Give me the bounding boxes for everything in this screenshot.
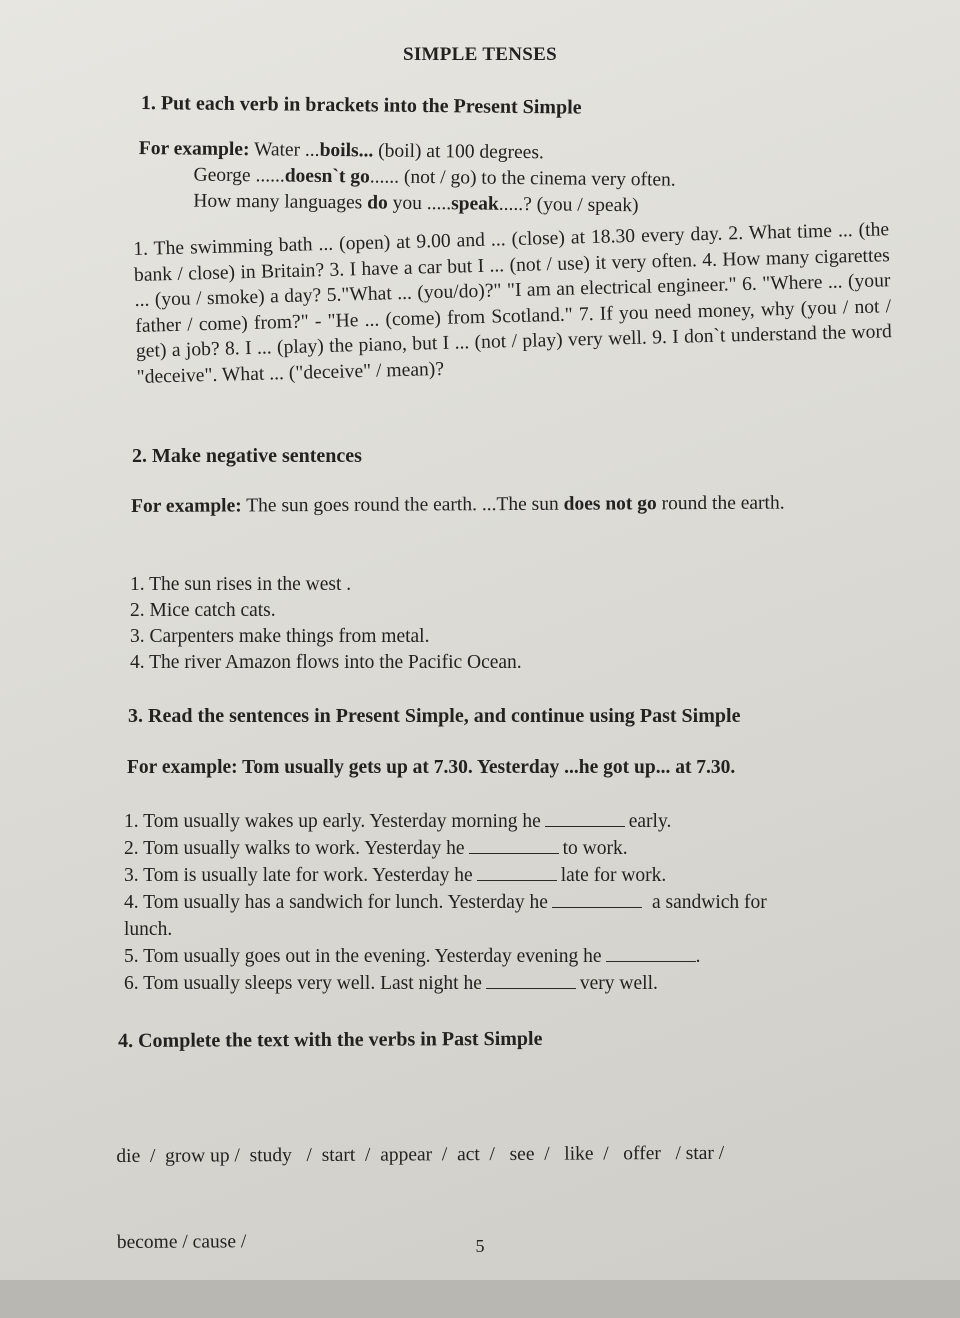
item3-tail: late for work. [560,865,667,886]
list-item: 1. The sun rises in the west . [130,574,352,595]
page-number: 5 [475,1236,485,1256]
example3-text-c: you ..... [387,192,452,215]
section4-word-bank [116,1078,917,1318]
section2-example-text-a: The sun goes round the earth. ...The sun [241,493,564,517]
item4-tail: a sandwich for [651,892,767,913]
list-item: 2. Mice catch cats. [130,600,276,621]
section3-item-4 [124,889,904,916]
page-title: SIMPLE TENSES [402,44,558,65]
example2-text-c: ...... (not / go) to the cinema very often. [369,166,676,191]
answer-blank[interactable] [477,862,557,881]
section3-heading: 3. Read the sentences in Present Simple, and continue using Past Simple [128,705,741,727]
section2-example-label: For example: [131,495,242,517]
example2-answer: doesn`t go [284,165,370,188]
section1-heading: 1. Put each verb in brackets into the Present Simple [140,92,582,119]
example1-text-a: Water ... [253,139,320,161]
section3-item-2 [124,835,904,862]
section3-item-1 [124,808,904,835]
word-bank-line-2: become / cause / [116,1231,247,1253]
answer-blank[interactable] [545,808,625,827]
section1-exercise: 1. The swimming bath ... (open) at 9.00 and ... (close) at 18.30 every day. 2. What time ... (the bank / close) in Britain? 3. I have a car but I ... (not / use) it very often. 4. How many cigarettes ... (you / smoke) a day? 5."What ... (you/do)?" "I am an electrical engineer." 6. "Where ... (your father / come) from?" - "He ... (come) from Scotland." 7. If you need money, why (you / not / get) a job? 8. I ... (play) the piano, but I ... (not / play) very well. 9. I don`t understand the word "deceive". What ... ("deceive" / mean)? [133,219,893,388]
item5-tail: . [695,946,701,967]
answer-blank[interactable] [486,970,576,989]
section1-example-line3 [138,188,778,221]
item1-text: 1. Tom usually wakes up early. Yesterday morning he [124,811,541,832]
word-bank-line-1: die / grow up / study / start / appear / act / see / like / offer / star / [116,1142,725,1167]
section3-item-6 [124,970,904,997]
section3-item-4-continued: lunch. [124,919,173,940]
example3-do: do [367,192,388,214]
answer-blank[interactable] [606,943,696,962]
section1-example-label: For example: [138,137,250,161]
example3-answer: speak [451,193,499,215]
section2-example-answer: does not go [563,493,657,515]
example1-answer: boils... [319,139,374,162]
section3-item-3 [124,862,904,889]
list-item: 4. The river Amazon flows into the Pacific Ocean. [130,652,522,673]
example3-text-a: How many languages [193,190,368,214]
example3-text-e: .....? (you / speak) [498,193,639,217]
section1-example [138,136,779,221]
example2-text-a: George ...... [193,164,285,187]
item5-text: 5. Tom usually goes out in the evening. Yesterday evening he [124,946,602,967]
section3-item-5 [124,943,904,970]
item2-text: 2. Tom usually walks to work. Yesterday he [124,838,465,859]
answer-blank[interactable] [469,835,559,854]
answer-blank[interactable] [552,889,642,908]
item2-tail: to work. [562,838,628,859]
item3-text: 3. Tom is usually late for work. Yesterday he [124,865,473,886]
section3-example: For example: Tom usually gets up at 7.30. Yesterday ...he got up... at 7.30. [127,757,736,778]
example1-text-c: (boil) at 100 degrees. [373,140,544,164]
item6-tail: very well. [579,973,658,994]
section2-example-text-c: round the earth. [656,492,785,515]
section2-heading: 2. Make negative sentences [132,445,362,467]
list-item: 3. Carpenters make things from metal. [130,626,430,647]
item1-tail: early. [628,811,672,832]
item4-text: 4. Tom usually has a sandwich for lunch. Yesterday he [124,892,548,913]
section3-list [124,808,904,997]
item6-text: 6. Tom usually sleeps very well. Last night he [124,973,482,994]
section2-list [130,572,522,676]
section2-example [131,490,892,520]
section4-heading: 4. Complete the text with the verbs in Past Simple [118,1027,543,1052]
